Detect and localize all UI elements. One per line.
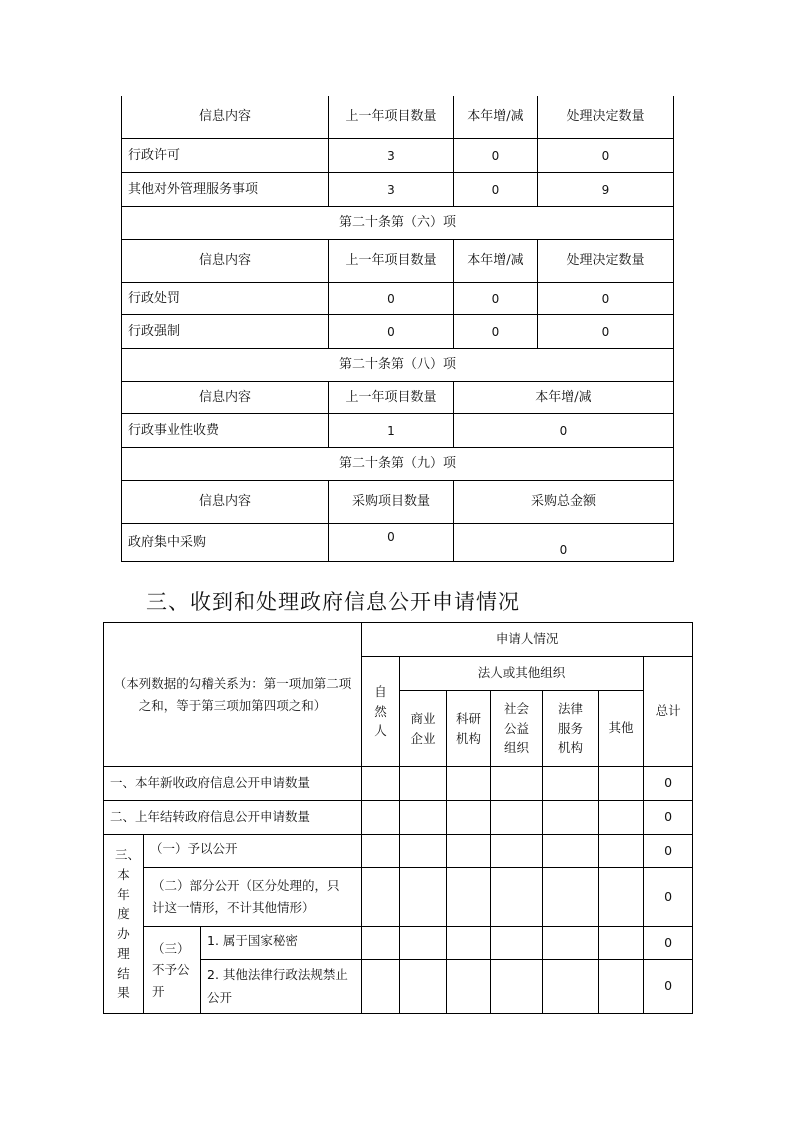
header-cell: 本年增/减 <box>454 96 538 139</box>
header-cell: 信息内容 <box>122 481 329 524</box>
relation-note: （本列数据的勾稽关系为：第一项加第二项之和，等于第三项加第四项之和） <box>104 623 362 767</box>
row-label: 政府集中采购 <box>122 524 329 562</box>
row-label: （一）予以公开 <box>144 835 362 868</box>
empty-cell <box>491 960 543 1014</box>
legal-org-header: 法人或其他组织 <box>400 657 644 691</box>
cell-value: 0 <box>538 139 674 173</box>
cell-value: 3 <box>329 139 454 173</box>
section-heading: 三、收到和处理政府信息公开申请情况 <box>146 590 520 614</box>
table-row <box>104 868 693 927</box>
empty-cell <box>400 960 447 1014</box>
table-row <box>122 524 674 562</box>
natural-person-header: 自然人 <box>362 657 400 767</box>
table-row <box>122 414 674 448</box>
empty-cell <box>400 767 447 801</box>
empty-cell <box>362 767 400 801</box>
row-label: 行政许可 <box>122 139 329 173</box>
header-cell: 采购总金额 <box>454 481 674 524</box>
cell-value: 0 <box>454 283 538 315</box>
table-row <box>104 835 693 868</box>
org-type-header: 法律服务机构 <box>543 691 599 767</box>
org-type-header: 社会公益组织 <box>491 691 543 767</box>
table-row <box>122 173 674 207</box>
cell-value: 0 <box>454 315 538 349</box>
empty-cell <box>400 927 447 960</box>
total-value: 0 <box>644 960 693 1014</box>
empty-cell <box>447 868 491 927</box>
empty-cell <box>599 767 644 801</box>
section-title: 第二十条第（九）项 <box>122 448 674 481</box>
empty-cell <box>362 960 400 1014</box>
empty-cell <box>543 801 599 835</box>
empty-cell <box>400 801 447 835</box>
header-row <box>122 96 674 139</box>
cell-value: 0 <box>454 139 538 173</box>
org-type-header: 其他 <box>599 691 644 767</box>
empty-cell <box>543 767 599 801</box>
header-cell: 信息内容 <box>122 240 329 283</box>
cell-value: 0 <box>329 283 454 315</box>
total-value: 0 <box>644 767 693 801</box>
row-label: 其他对外管理服务事项 <box>122 173 329 207</box>
empty-cell <box>362 835 400 868</box>
header-cell: 上一年项目数量 <box>329 382 454 414</box>
empty-cell <box>543 927 599 960</box>
row-label: 行政处罚 <box>122 283 329 315</box>
empty-cell <box>543 868 599 927</box>
header-row <box>104 623 693 657</box>
header-cell: 上一年项目数量 <box>329 96 454 139</box>
application-table <box>103 622 693 1014</box>
empty-cell <box>491 868 543 927</box>
empty-cell <box>491 767 543 801</box>
total-value: 0 <box>644 835 693 868</box>
table-row <box>122 283 674 315</box>
header-cell: 上一年项目数量 <box>329 240 454 283</box>
section-row <box>122 448 674 481</box>
total-value: 0 <box>644 868 693 927</box>
row-label: 1. 属于国家秘密 <box>201 927 362 960</box>
section-title: 第二十条第（六）项 <box>122 207 674 240</box>
section-row <box>122 207 674 240</box>
empty-cell <box>491 801 543 835</box>
header-cell: 本年增/减 <box>454 382 674 414</box>
not-open-label: （三）不予公开 <box>144 927 201 1014</box>
table-row <box>104 927 693 960</box>
result-category-label: 三、本年度办理结果 <box>104 835 144 1014</box>
empty-cell <box>447 927 491 960</box>
total-value: 0 <box>644 801 693 835</box>
header-cell: 处理决定数量 <box>538 96 674 139</box>
empty-cell <box>599 801 644 835</box>
empty-cell <box>543 835 599 868</box>
row-label: 行政强制 <box>122 315 329 349</box>
total-header: 总计 <box>644 657 693 767</box>
org-type-header: 商业企业 <box>400 691 447 767</box>
header-cell: 采购项目数量 <box>329 481 454 524</box>
header-cell: 信息内容 <box>122 96 329 139</box>
empty-cell <box>362 927 400 960</box>
cell-value: 1 <box>329 414 454 448</box>
row-label: 2. 其他法律行政法规禁止公开 <box>201 960 362 1014</box>
empty-cell <box>491 835 543 868</box>
disclosure-table-1 <box>121 96 674 562</box>
table-row <box>122 139 674 173</box>
applicant-header: 申请人情况 <box>362 623 693 657</box>
cell-value: 0 <box>454 524 674 562</box>
cell-value: 0 <box>454 173 538 207</box>
table-row <box>122 315 674 349</box>
empty-cell <box>362 868 400 927</box>
empty-cell <box>599 960 644 1014</box>
empty-cell <box>362 801 400 835</box>
header-row <box>122 382 674 414</box>
empty-cell <box>599 927 644 960</box>
row-label: 二、上年结转政府信息公开申请数量 <box>104 801 362 835</box>
table-row <box>104 767 693 801</box>
table-row <box>104 801 693 835</box>
cell-value: 9 <box>538 173 674 207</box>
empty-cell <box>447 835 491 868</box>
cell-value: 0 <box>454 414 674 448</box>
empty-cell <box>543 960 599 1014</box>
org-type-header: 科研机构 <box>447 691 491 767</box>
header-cell: 处理决定数量 <box>538 240 674 283</box>
header-cell: 信息内容 <box>122 382 329 414</box>
section-title: 第二十条第（八）项 <box>122 349 674 382</box>
header-cell: 本年增/减 <box>454 240 538 283</box>
row-label: （二）部分公开（区分处理的，只计这一情形，不计其他情形） <box>144 868 362 927</box>
empty-cell <box>400 835 447 868</box>
empty-cell <box>400 868 447 927</box>
cell-value: 3 <box>329 173 454 207</box>
cell-value: 0 <box>538 315 674 349</box>
empty-cell <box>599 868 644 927</box>
cell-value: 0 <box>538 283 674 315</box>
header-row <box>122 240 674 283</box>
empty-cell <box>599 835 644 868</box>
empty-cell <box>447 801 491 835</box>
total-value: 0 <box>644 927 693 960</box>
empty-cell <box>447 767 491 801</box>
cell-value: 0 <box>329 524 454 562</box>
row-label: 行政事业性收费 <box>122 414 329 448</box>
cell-value: 0 <box>329 315 454 349</box>
header-row <box>122 481 674 524</box>
row-label: 一、本年新收政府信息公开申请数量 <box>104 767 362 801</box>
empty-cell <box>447 960 491 1014</box>
empty-cell <box>491 927 543 960</box>
section-row <box>122 349 674 382</box>
